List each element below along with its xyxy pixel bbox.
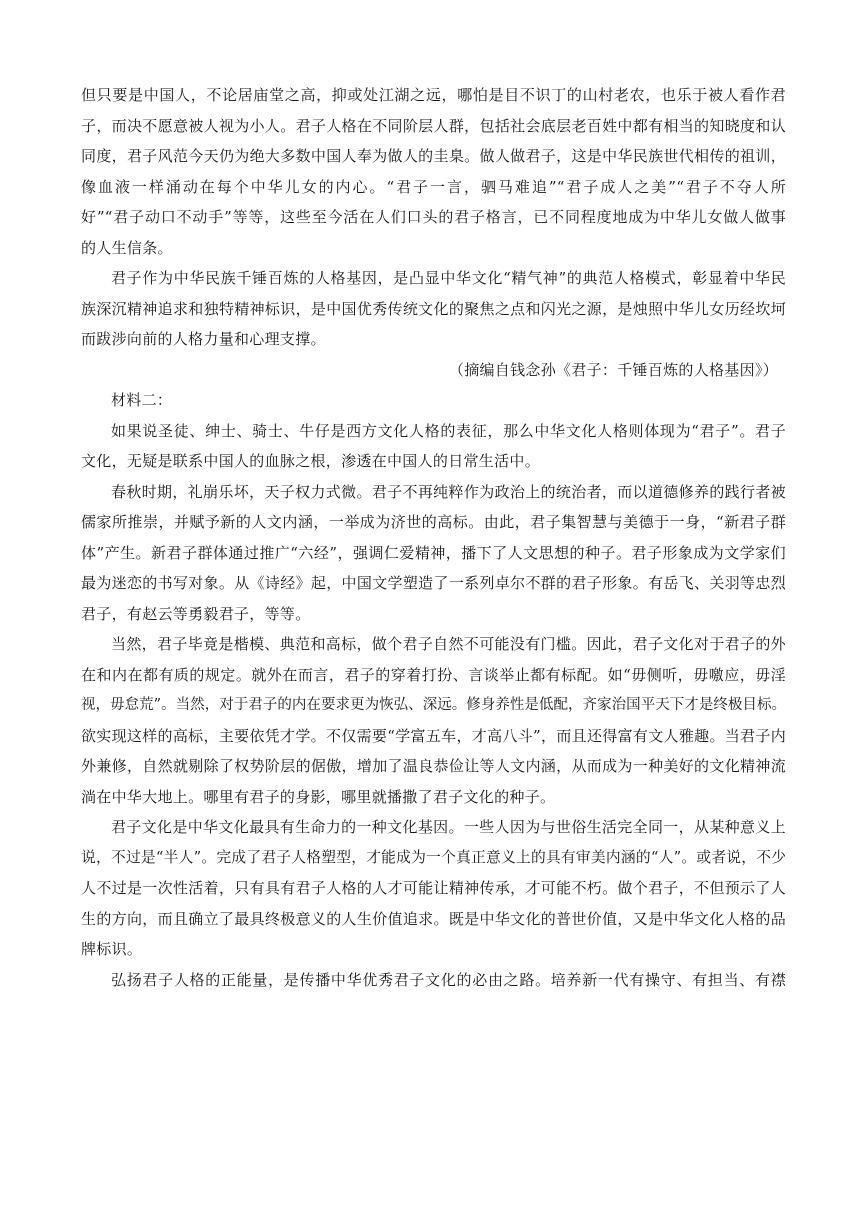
text-line: 视，毋怠荒”。当然，对于君子的内在要求更为恢弘、深远。修身养性是低配，齐家治国平天下才是终极目标。 bbox=[81, 697, 786, 713]
text-line: 最为迷恋的书写对象。从《诗经》起，中国文学塑造了一系列卓尔不群的君子形象。有岳飞、关羽等忠烈 bbox=[81, 574, 786, 592]
text-line: 淌在中华大地上。哪里有君子的身影，哪里就播撒了君子文化的种子。 bbox=[81, 787, 556, 806]
text-line: 欲实现这样的高标，主要依凭才学。不仅需要“学富五车，才高八斗”，而且还得富有文人雅趣。当君子内 bbox=[81, 726, 786, 745]
source-citation: （摘编自钱念孙《君子：千锤百炼的人格基因》） bbox=[448, 360, 778, 379]
text-line: 生的方向，而且确立了最具终极意义的人生价值追求。既是中华文化的普世价值，又是中华文化人格的品 bbox=[81, 909, 786, 928]
text-line: 人不过是一次性活着，只有具有君子人格的人才可能让精神传承，才可能不朽。做个君子，不但预示了人 bbox=[81, 879, 786, 897]
text-line: 君子，有赵云等勇毅君子，等等。 bbox=[81, 604, 311, 623]
text-line: 体”产生。新君子群体通过推广“六经”，强调仁爱精神，播下了人文思想的种子。君子形象成为文学家们 bbox=[81, 543, 786, 562]
text-line: 但只要是中国人，不论居庙堂之高，抑或处江湖之远，哪怕是目不识丁的山村老农，也乐于被人看作君 bbox=[81, 86, 786, 104]
text-line: 君子文化是中华文化最具有生命力的一种文化基因。一些人因为与世俗生活完全同一，从某种意义上 bbox=[111, 818, 786, 836]
text-line: 儒家所推崇，并赋予新的人文内涵，一举成为济世的高标。由此，君子集智慧与美德于一身，“新君子群 bbox=[81, 513, 786, 531]
text-line: 文化，无疑是联系中国人的血脉之根，渗透在中国人的日常生活中。 bbox=[81, 452, 541, 470]
text-line: 而跋涉向前的人格力量和心理支撑。 bbox=[81, 330, 326, 348]
text-line: 弘扬君子人格的正能量，是传播中华优秀君子文化的必由之路。培养新一代有操守、有担当、有襟 bbox=[111, 970, 786, 989]
text-line: 春秋时期，礼崩乐坏，天子权力式微。君子不再纯粹作为政治上的统治者，而以道德修养的践行者被 bbox=[111, 482, 786, 501]
section-heading: 材料二： bbox=[111, 391, 173, 409]
text-line: 君子作为中华民族千锤百炼的人格基因，是凸显中华文化“精气神”的典范人格模式，彰显着中华民 bbox=[111, 269, 786, 287]
text-line: 说，不过是“半人”。完成了君子人格塑型，才能成为一个真正意义上的具有审美内涵的“人”。或者说，不少 bbox=[81, 848, 786, 866]
text-line: 当然，君子毕竟是楷模、典范和高标，做个君子自然不可能没有门槛。因此，君子文化对于君子的外 bbox=[111, 635, 786, 653]
text-line: 族深沉精神追求和独特精神标识，是中国优秀传统文化的聚焦之点和闪光之源，是烛照中华儿女历经坎坷 bbox=[81, 299, 786, 318]
text-line: 外兼修，自然就剔除了权势阶层的倨傲，增加了温良恭俭让等人文内涵，从而成为一种美好的文化精神流 bbox=[81, 757, 786, 775]
text-line: 的人生信条。 bbox=[81, 238, 173, 257]
text-line: 同度，君子风范今天仍为绝大多数中国人奉为做人的圭臬。做人做君子，这是中华民族世代相传的祖训， bbox=[81, 147, 786, 165]
text-line: 子，而决不愿意被人视为小人。君子人格在不同阶层人群，包括社会底层老百姓中都有相当的知晓度和认 bbox=[81, 116, 786, 135]
text-line: 牌标识。 bbox=[81, 940, 143, 958]
document-body bbox=[81, 80, 786, 995]
text-line: 在和内在都有质的规定。就外在而言，君子的穿着打扮、言谈举止都有标配。如“毋侧听，毋噭应，毋淫 bbox=[81, 665, 786, 684]
text-line: 像血液一样涌动在每个中华儿女的内心。“君子一言，驷马难追”“君子成人之美”“君子不夺人所 bbox=[81, 177, 786, 196]
text-line: 好”“君子动口不动手”等等，这些至今活在人们口头的君子格言，已不同程度地成为中华儿女做人做事 bbox=[81, 208, 786, 226]
text-line: 如果说圣徒、绅士、骑士、牛仔是西方文化人格的表征，那么中华文化人格则体现为“君子”。君子 bbox=[111, 421, 786, 440]
